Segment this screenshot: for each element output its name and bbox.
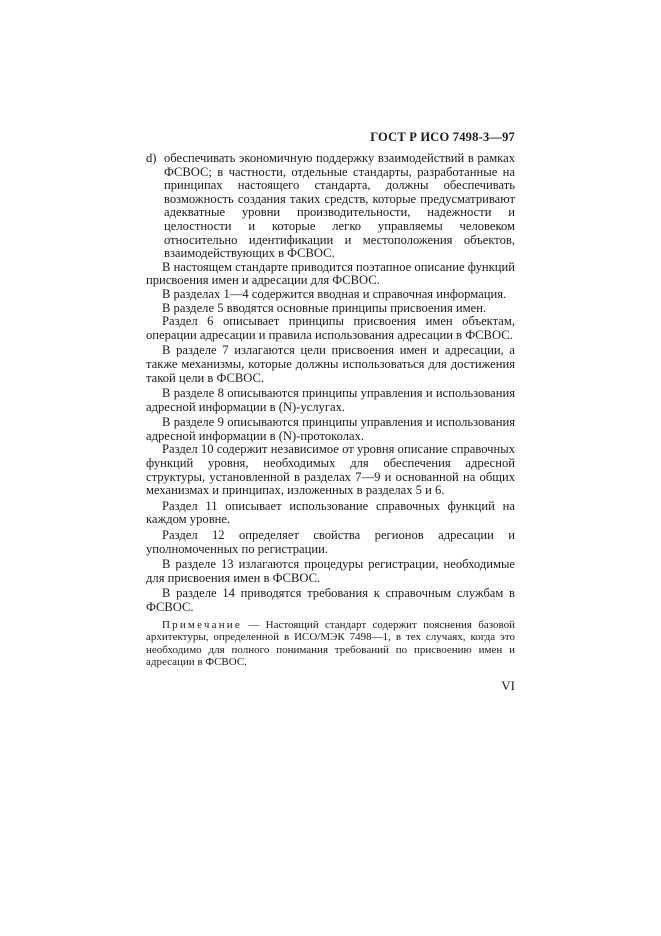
list-item-text: обеспечивать экономичную поддержку взаимодействий в рамках ФСВОС; в частности, отдельные стандарты, разработанные на принципах настоящего стандарта, должны обеспечивать возможность создания таких средств, которые предусматривают адекватные уровни производительности, надежности и целостности и которые легко управляемы человеком относительно идентификации и местоположения объектов, взаимодействующих в ФСВОС. (164, 151, 515, 261)
paragraph: В разделе 9 описываются принципы управления и использования адресной информации в (N)-протоколах. (146, 415, 515, 443)
paragraph: Раздел 12 определяет свойства регионов адресации и уполномоченных по регистрации. (146, 528, 515, 556)
note-block (146, 619, 515, 669)
paragraph: Раздел 11 описывает использование справочных функций на каждом уровне. (146, 498, 515, 527)
paragraph: В разделе 13 излагаются процедуры регистрации, необходимые для присвоения имен в ФСВОС. (146, 557, 515, 585)
note-label: Примечание (162, 618, 242, 631)
paragraph: Раздел 6 описывает принципы присвоения имен объектам, операции адресации и правила использования адресации в ФСВОС. (146, 314, 515, 342)
document-code-header: ГОСТ Р ИСО 7498-3—97 (370, 130, 515, 144)
page-number: VI (501, 678, 515, 693)
paragraph: В разделе 8 описываются принципы управления и использования адресной информации в (N)-услугах. (146, 386, 515, 414)
paragraph: В разделах 1—4 содержится вводная и справочная информация. (162, 286, 507, 301)
paragraph: В разделе 14 приводятся требования к справочным службам в ФСВОС. (146, 586, 515, 614)
list-item-d (146, 152, 515, 261)
document-body (146, 152, 515, 669)
list-item-marker: d) (146, 151, 157, 165)
paragraph: В разделе 5 вводятся основные принципы присвоения имен. (162, 300, 487, 315)
paragraph: В настоящем стандарте приводится поэтапное описание функций присвоения имен и адресации для ФСВОС. (146, 259, 515, 288)
paragraph: В разделе 7 излагаются цели присвоения имен и адресации, а также механизмы, которые должны использоваться для достижения такой цели в ФСВОС. (146, 343, 515, 385)
paragraph: Раздел 10 содержит независимое от уровня описание справочных функций уровня, необходимых для обеспечения адресной структуры, установленной в разделах 7—9 и основанной на общих механизмах и принципах, изложенных в разделах 5 и 6. (146, 442, 515, 498)
note-text: — Настоящий стандарт содержит пояснения базовой архитектуры, определенной в ИСО/МЭК 7498—1, в тех случаях, когда это необходимо для полного понимания требований по присвоению имен и адресации в ФСВОС. (146, 618, 515, 669)
